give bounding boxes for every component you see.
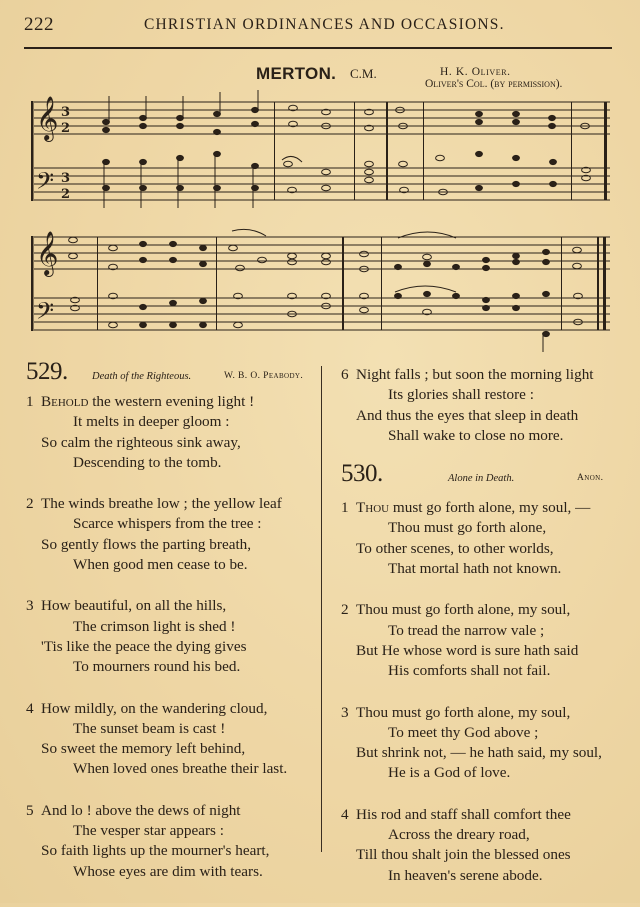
verse-line: must go forth alone, my soul, — — [392, 499, 591, 517]
right-column — [341, 365, 621, 907]
system2-treble-notes — [69, 229, 582, 271]
hymn-530-heading — [341, 462, 621, 490]
verse-line: So calm the righteous sink away, — [41, 433, 241, 451]
stanza-529-5 — [26, 801, 318, 882]
hymn-number: 529. — [26, 358, 68, 385]
verse-line: Its glories shall restore : — [388, 386, 534, 404]
stanza-529-3 — [26, 596, 318, 677]
stanza-number: 1 — [341, 499, 349, 517]
verse-line: But He whose word is sure hath said — [356, 641, 579, 659]
verse-line: To mourners round his bed. — [73, 658, 241, 676]
stanza-number: 6 — [341, 366, 349, 383]
verse-line: Night falls ; but soon the morning light — [356, 366, 594, 383]
hymn-529-heading — [26, 360, 318, 388]
verse-line: When good men cease to be. — [73, 556, 248, 574]
score-svg — [0, 88, 640, 358]
verse-line: And lo ! above the dews of night — [41, 801, 241, 819]
verse-line: But shrink not, — he hath said, my soul, — [356, 744, 602, 762]
hymn-title: Alone in Death. — [448, 473, 515, 485]
svg-text:𝄢: 𝄢 — [36, 297, 55, 330]
svg-text:2: 2 — [61, 121, 71, 136]
verse-line: He is a God of love. — [388, 764, 511, 782]
svg-text:3: 3 — [61, 105, 71, 120]
stanza-number: 3 — [341, 703, 349, 721]
verse-line: How mildly, on the wandering cloud, — [41, 699, 268, 717]
svg-text:𝄞: 𝄞 — [36, 231, 59, 275]
hymn-author: Anon. — [577, 473, 604, 484]
verse-line: It melts in deeper gloom : — [73, 413, 230, 431]
tune-meter: C.M. — [350, 66, 377, 81]
system1-treble-notes — [103, 90, 590, 135]
verse-line: The vesper star appears : — [73, 822, 224, 840]
verse-line: Thou must go forth alone, my soul, — [356, 703, 571, 721]
svg-text:2: 2 — [61, 187, 71, 202]
stanza-number: 3 — [26, 597, 34, 615]
stanza-number: 2 — [341, 601, 349, 619]
verse-line: Descending to the tomb. — [73, 453, 222, 471]
page-number: 222 — [24, 14, 54, 35]
stanza-530-2 — [341, 600, 621, 681]
tune-source: Oliver's Col. (by permission). — [425, 78, 563, 90]
hymn-author: W. B. O. Peabody. — [224, 371, 304, 381]
verse-line: The winds breathe low ; the yellow leaf — [41, 495, 282, 513]
verse-line: Across the dreary road, — [388, 826, 530, 844]
music-score — [0, 88, 640, 358]
verse-line: Thou must go forth alone, — [388, 519, 547, 537]
verse-line: Whose eyes are dim with tears. — [73, 862, 263, 880]
verse-line: That mortal hath not known. — [388, 560, 562, 578]
verse-line: In heaven's serene abode. — [388, 866, 543, 884]
verse-line: Shall wake to close no more. — [388, 426, 564, 444]
verse-line: So faith lights up the mourner's heart, — [41, 842, 270, 860]
verse-line: When loved ones breathe their last. — [73, 760, 288, 778]
verse-line: To meet thy God above ; — [388, 723, 539, 741]
hymn-number: 530. — [341, 460, 383, 488]
system2-bass-staff — [34, 298, 610, 330]
system2-bass-notes — [71, 286, 583, 352]
stanza-529-1 — [26, 392, 318, 473]
verse-line: The sunset beam is cast ! — [73, 719, 226, 737]
verse-line: So gently flows the parting breath, — [41, 535, 252, 553]
running-title: CHRISTIAN ORDINANCES AND OCCASIONS. — [144, 16, 505, 33]
verse-line: His comforts shall not fail. — [388, 662, 551, 680]
stanza-number: 1 — [26, 393, 34, 410]
stanza-530-3 — [341, 703, 621, 784]
first-word: Behold — [41, 393, 89, 410]
verse-line: The crimson light is shed ! — [73, 617, 236, 635]
verse-line: And thus the eyes that sleep in death — [356, 406, 579, 424]
bass-clef-icon: 𝄢 — [36, 167, 55, 200]
stanza-529-6 — [341, 365, 621, 446]
verse-line: Till thou shalt join the blessed ones — [356, 846, 571, 864]
verse-line: Thou must go forth alone, my soul, — [356, 601, 571, 619]
running-header — [24, 14, 612, 34]
stanza-number: 4 — [341, 805, 349, 823]
first-word: Thou — [356, 499, 390, 517]
verse-line: To other scenes, to other worlds, — [356, 539, 554, 557]
verse-line: To tread the narrow vale ; — [388, 621, 545, 639]
verse-line: 'Tis like the peace the dying gives — [41, 637, 247, 655]
stanza-530-4 — [341, 805, 621, 886]
stanza-530-1 — [341, 498, 621, 579]
verse-line: His rod and staff shall comfort thee — [356, 805, 571, 823]
stanza-number: 5 — [26, 801, 34, 819]
svg-text:3: 3 — [61, 171, 71, 186]
stanza-529-4 — [26, 699, 318, 780]
stanza-529-2 — [26, 494, 318, 575]
tune-name: MERTON. — [256, 64, 337, 83]
header-rule — [24, 47, 612, 49]
stanza-number: 2 — [26, 495, 34, 513]
column-divider — [321, 366, 322, 852]
stanza-number: 4 — [26, 699, 34, 717]
system1-treble-staff — [34, 102, 610, 134]
tune-composer: H. K. Oliver. — [440, 66, 511, 78]
verse-line: So sweet the memory left behind, — [41, 740, 246, 758]
verse-line: How beautiful, on all the hills, — [41, 597, 227, 615]
treble-clef-icon: 𝄞 — [36, 96, 59, 140]
verse-line: Scarce whispers from the tree : — [73, 515, 262, 533]
left-column — [26, 360, 318, 903]
verse-line: the western evening light ! — [92, 393, 255, 410]
hymn-title: Death of the Righteous. — [92, 371, 192, 382]
